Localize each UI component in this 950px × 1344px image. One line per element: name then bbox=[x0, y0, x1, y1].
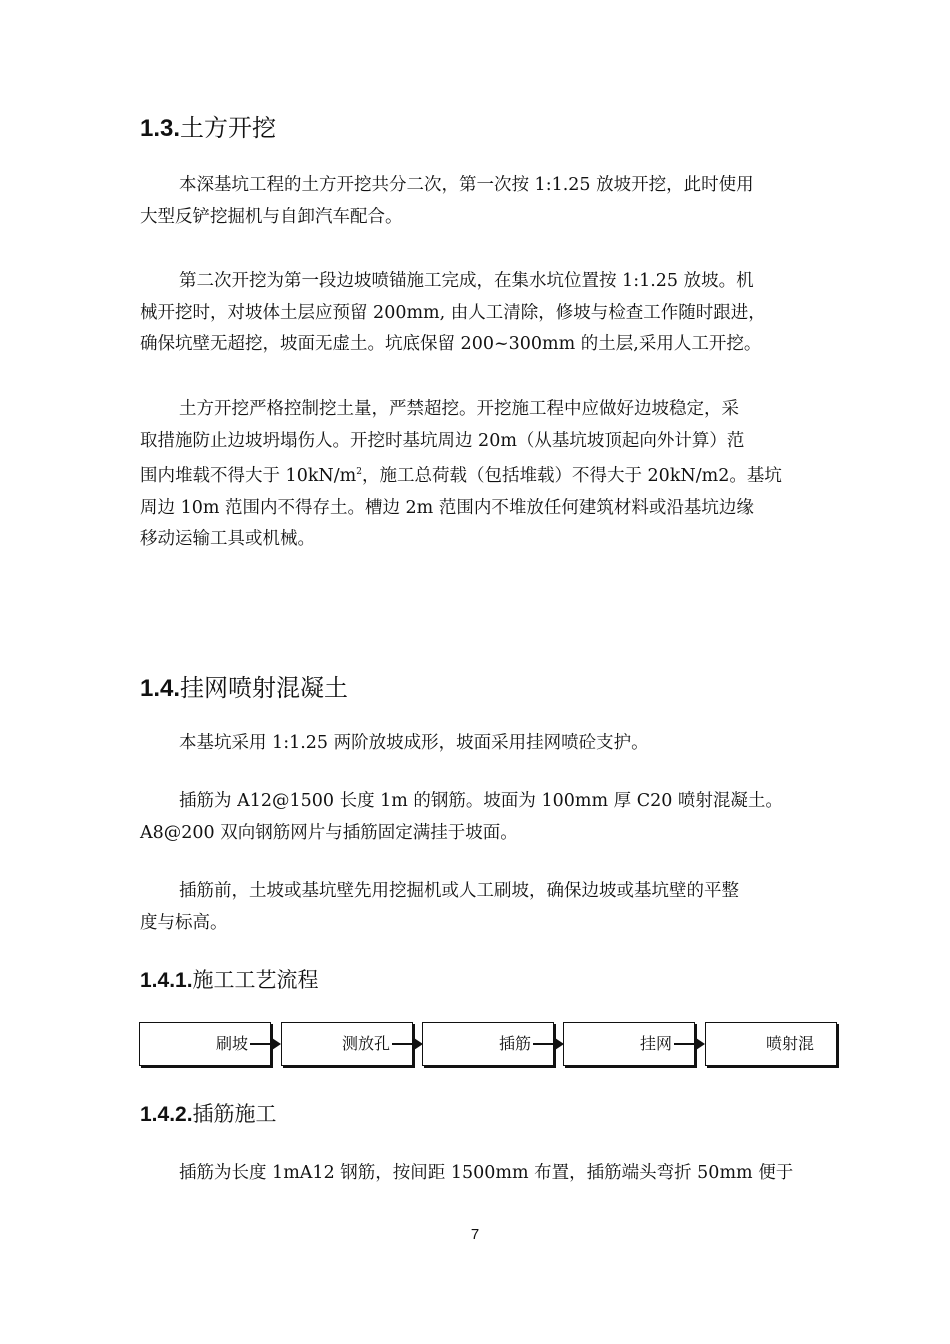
superscript: 2 bbox=[356, 467, 362, 477]
section-number: 1.4.2. bbox=[140, 1103, 193, 1126]
section-number: 1.3. bbox=[140, 115, 181, 142]
section-number: 1.4.1. bbox=[140, 969, 193, 992]
text-line: 本基坑采用 1:1.25 两阶放坡成形，坡面采用挂网喷砼支护。 bbox=[179, 733, 649, 753]
section-heading-1-3 bbox=[140, 108, 276, 143]
section-title: 插筋施工 bbox=[192, 1102, 277, 1126]
text-line: 大型反铲挖掘机与自卸汽车配合。 bbox=[140, 206, 403, 227]
paragraph bbox=[140, 728, 810, 760]
section-heading-1-4-1 bbox=[140, 964, 319, 994]
text-line: 插筋为 A12@1500 长度 1m 的钢筋。坡面为 100mm 厚 C20 喷射混凝土。 bbox=[179, 791, 783, 811]
text-line: 械开挖时，对坡体土层应预留 200mm, 由人工清除，修坡与检查工作随时跟进， bbox=[140, 302, 766, 323]
text-segment: ，施工总荷载（包括堆载）不得大于 20kN/m2。基坑 bbox=[361, 466, 782, 486]
paragraph bbox=[140, 876, 810, 939]
text-line: 本深基坑工程的土方开挖共分二次，第一次按 1:1.25 放坡开挖，此时使用 bbox=[179, 175, 754, 195]
text-line: 插筋前，土坡或基坑壁先用挖掘机或人工刷坡，确保边坡或基坑壁的平整 bbox=[179, 881, 739, 901]
section-title: 施工工艺流程 bbox=[192, 968, 319, 992]
flow-step-label: 喷射混 bbox=[765, 1034, 814, 1053]
flow-step-label: 测放孔 bbox=[341, 1034, 390, 1053]
text-segment: 围内堆载不得大于 10kN/m bbox=[140, 466, 357, 486]
arrow-right-icon bbox=[674, 1022, 706, 1066]
flow-step-5 bbox=[705, 1022, 837, 1066]
text-line: 土方开挖严格控制挖土量，严禁超挖。开挖施工程中应做好边坡稳定，采 bbox=[179, 399, 739, 419]
arrow-right-icon bbox=[392, 1022, 424, 1066]
text-line: 度与标高。 bbox=[140, 912, 228, 933]
section-title: 挂网喷射混凝土 bbox=[180, 674, 349, 702]
process-flow-diagram bbox=[139, 1022, 815, 1068]
flow-step-label: 挂网 bbox=[639, 1034, 672, 1053]
section-heading-1-4 bbox=[140, 668, 348, 703]
text-line: 周边 10m 范围内不得存土。槽边 2m 范围内不堆放任何建筑材料或沿基坑边缘 bbox=[140, 497, 754, 518]
section-title: 土方开挖 bbox=[180, 114, 277, 142]
text-line: 插筋为长度 1mA12 钢筋，按间距 1500mm 布置，插筋端头弯折 50mm 便于 bbox=[179, 1163, 794, 1183]
section-number: 1.4. bbox=[140, 675, 181, 702]
section-heading-1-4-2 bbox=[140, 1098, 277, 1128]
text-line: 确保坑壁无超挖，坡面无虚土。坑底保留 200~300mm 的土层,采用人工开挖。 bbox=[140, 334, 762, 354]
text-line: A8@200 双向钢筋网片与插筋固定满挂于坡面。 bbox=[140, 822, 518, 843]
arrow-right-icon bbox=[250, 1022, 282, 1066]
text-line: 移动运输工具或机械。 bbox=[140, 529, 315, 549]
paragraph bbox=[140, 1158, 810, 1190]
paragraph bbox=[140, 266, 810, 361]
text-line bbox=[140, 457, 810, 493]
flow-step-label: 插筋 bbox=[498, 1034, 531, 1053]
paragraph bbox=[140, 786, 810, 849]
paragraph bbox=[140, 394, 810, 556]
arrow-right-icon bbox=[533, 1022, 565, 1066]
paragraph bbox=[140, 170, 810, 233]
page-number: 7 bbox=[470, 1226, 480, 1243]
text-line: 取措施防止边坡坍塌伤人。开挖时基坑周边 20m（从基坑坡顶起向外计算）范 bbox=[140, 430, 745, 451]
text-line: 第二次开挖为第一段边坡喷锚施工完成，在集水坑位置按 1:1.25 放坡。机 bbox=[179, 271, 754, 291]
flow-step-label: 刷坡 bbox=[215, 1034, 248, 1053]
